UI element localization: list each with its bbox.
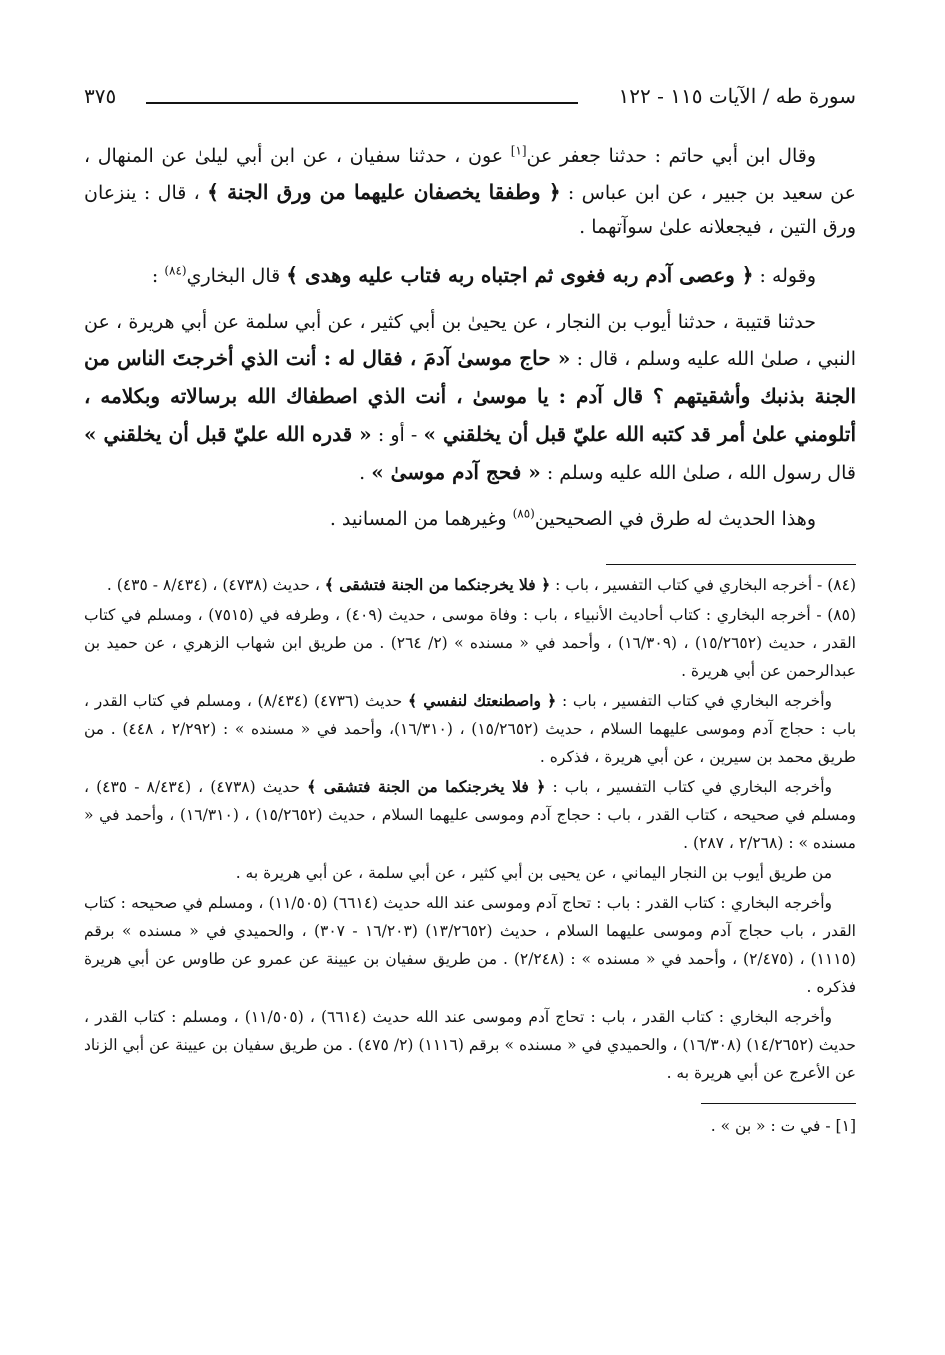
header-rule — [146, 102, 578, 104]
footnote-85-continued: من طريق أيوب بن النجار اليماني ، عن يحيى بن أبي كثير ، عن أبي سلمة ، عن أبي هريرة به . — [235, 864, 832, 882]
quran-quote: ﴿ وطفقا يخصفان عليهما من ورق الجنة ﴾ — [207, 180, 561, 204]
footnote-ref-84: (٨٤) — [164, 263, 187, 278]
hadith-text: « حاج موسىٰ آدمَ ، فقال له : أنت الذي أخرجتَ الناس من الجنة بذنبك وأشقيتهم ؟ قال آدم : يا موسىٰ ، أنت الذي اصطفاك الله برسالاته وبكلامه ، أتلومني علىٰ أمر قد كتبه الله عليّ قبل أن يخلقني » — [84, 346, 857, 446]
paragraph-hadith: حدثنا قتيبة ، حدثنا أيوب بن النجار ، عن يحيىٰ بن أبي كثير ، عن أبي سلمة عن أبي هريرة ، عن النبي ، صلىٰ الله عليه وسلم ، قال : « حاج موسىٰ آدمَ ، فقال له : أنت الذي أخرجتَ الناس من الجنة بذنبك وأشقيتهم ؟ قال آدم : يا موسىٰ ، أنت الذي اصطفاك الله برسالاته وبكلامه ، أتلومني علىٰ أمر قد كتبه الله عليّ قبل أن يخلقني » - أو : « قدره الله عليّ قبل أن يخلقني » قال رسول الله ، صلىٰ الله عليه وسلم : « فحج آدم موسىٰ » . — [84, 311, 857, 484]
paragraph-verse: وقوله : ﴿ وعصى آدم ربه فغوى ثم اجتباه ربه فتاب عليه وهدى ﴾ قال البخاري$^{(٨٤)}$ : — [151, 263, 816, 287]
editor-ref-marker: [١] — [510, 143, 527, 158]
editor-note-separator — [701, 1103, 856, 1104]
footnote-separator — [606, 564, 856, 565]
paragraph-ibn-abi-hatim: وقال ابن أبي حاتم : حدثنا جعفر عن[١] عون ، حدثنا سفيان ، عن ابن أبي ليلىٰ عن المنهال ، عن سعيد بن جبير ، عن ابن عباس : ﴿ وطفقا يخصفان عليهما من ورق الجنة ﴾ ، قال : ينزعان ورق التين ، فيجعلانه علىٰ سوآتهما . — [84, 143, 857, 238]
main-text — [84, 140, 856, 536]
footnote-85: (٨٥) - أخرجه البخاري : كتاب أحاديث الأنبياء ، باب : وفاة موسى ، حديث (٤٠٩) ، وطرفه في (٧٥١٥) ، ومسلم في كتاب القدر ، حديث (١٥/٢٦٥٢) ، (١٦/٣٠٩) ، وأحمد في « مسنده » (٢/ ٢٦٤) . من طريق ابن شهاب الزهري ، عن حميد بن عبدالرحمن عن أبي هريرة . — [84, 606, 856, 680]
quran-quote: ﴿ فلا يخرجنكما من الجنة فتشقى ﴾ — [307, 777, 546, 796]
running-head — [84, 82, 856, 114]
quran-quote: ﴿ واصطنعتك لنفسي ﴾ — [407, 691, 557, 710]
footnote-85-continued: وأخرجه البخاري : كتاب القدر ، باب : تحاج آدم وموسى عند الله حديث (٦٦١٤) ، (١١/٥٠٥) ، ومسلم : كتاب القدر ، حديث (١٤/٢٦٥٢) (١٦/٣٠٨) ، والحميدي في « مسنده » برقم (١١١٦) (٢/ ٤٧٥) . من طريق سفيان بن عيينة عن أبي الزناد عن الأعرج عن أبي هريرة به . — [84, 1008, 856, 1082]
quran-quote: ﴿ فلا يخرجنكما من الجنة فتشقى ﴾ — [324, 575, 551, 594]
footnote-84: (٨٤) - أخرجه البخاري في كتاب التفسير ، باب : ﴿ فلا يخرجنكما من الجنة فتشقى ﴾ ، حديث (٤٧٣٨) ، (٨/٤٣٤ - ٤٣٥) . — [106, 575, 856, 594]
chapter-title: سورة طه / الآيات ١١٥ - ١٢٢ — [618, 84, 856, 108]
footnote-85-continued: وأخرجه البخاري في كتاب التفسير ، باب : ﴿ فلا يخرجنكما من الجنة فتشقى ﴾ حديث (٤٧٣٨) ، (٨/٤٣٤ - ٤٣٥) ، ومسلم في صحيحه ، كتاب القدر ، باب : حجاج آدم وموسى عليهما السلام ، حديث (١٥/٢٦٥٢) ، (١٦/٣١٠) ، وأحمد في « مسنده » : (٢/٢٦٨ ، ٢٨٧) . — [84, 777, 857, 852]
hadith-text: « فحج آدم موسىٰ » — [371, 460, 541, 484]
book-page — [84, 82, 856, 1282]
hadith-text: « قدره الله عليّ قبل أن يخلقني » — [84, 422, 372, 446]
paragraph-turuq: وهذا الحديث له طرق في الصحيحين$^{(٨٥)}$ وغيرهما من المسانيد . — [329, 506, 816, 530]
quran-quote: ﴿ وعصى آدم ربه فغوى ثم اجتباه ربه فتاب عليه وهدى ﴾ — [286, 263, 754, 287]
page-number: ٣٧٥ — [84, 84, 117, 108]
footnotes — [84, 571, 856, 1087]
footnote-85-continued: وأخرجه البخاري : كتاب القدر : باب : تحاج آدم وموسى عند الله حديث (٦٦١٤) (١١/٥٠٥) ، ومسلم في صحيحه : كتاب القدر ، باب حجاج آدم وموسى عليهما السلام ، حديث (١٣/٢٦٥٢) (١٦/٢٠٣ - ٣٠٧) ، والحميدي في « مسنده » برقم (١١١٥) ، (٢/٤٧٥) ، وأحمد في « مسنده » : (٢/٢٤٨) . من طريق سفيان بن عيينة عن عمرو عن طاوس عن أبي هريرة فذكره . — [84, 894, 856, 996]
footnote-85-continued: وأخرجه البخاري في كتاب التفسير ، باب : ﴿ واصطنعتك لنفسي ﴾ حديث (٤٧٣٦) (٨/٤٣٤) ، ومسلم في كتاب القدر ، باب : حجاج آدم وموسى عليهما السلام ، حديث (١٥/٢٦٥٢) ، (١٦/٣١٠)، وأحمد في « مسنده » : (٢/٢٩٢ ، ٤٤٨) . من طريق محمد بن سيرين ، عن أبي هريرة ، فذكره . — [84, 691, 857, 766]
footnote-ref-85: (٨٥) — [512, 506, 535, 521]
editor-notes — [84, 1112, 856, 1140]
editor-note-1: [١] - في ت : « بن » . — [710, 1117, 856, 1135]
